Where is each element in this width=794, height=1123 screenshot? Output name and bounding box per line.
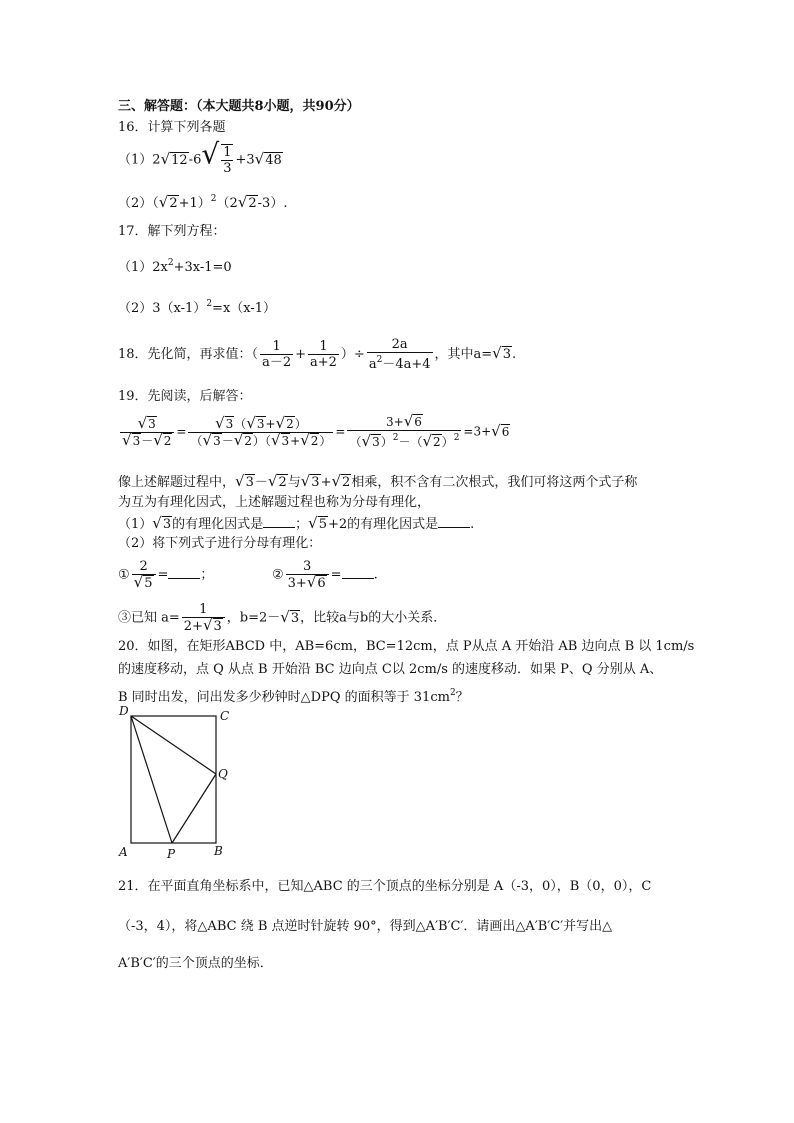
q20-line3-exp: 2 [449,688,456,698]
q19-eq-mid-den-open: （ [190,433,203,448]
q19-eq-mid-den-r3: 3 [281,433,290,448]
q16-p1-frac-num: 1 [223,145,232,160]
q16-p1-radicand-1: 12 [171,152,188,168]
q19-c1-frac: $\frac{2}{√5}$ [132,559,156,591]
q18-open: （ [251,347,259,362]
q19-eq-mid-den-r4: 2 [310,433,319,448]
q19-eq-mid-num-r: 3 [225,416,234,431]
q19-para1-r2: 2 [278,475,287,490]
q16-p2-tail: -3）. [257,196,288,211]
q21-line1: 21．在平面直角坐标系中，已知△ABC 的三个顶点的坐标分别是 A（-3，0），B（0，0），C [118,879,652,894]
q20-rectangle-figure [114,704,244,864]
q18-frac2-num: 1 [308,339,339,355]
q19-c3-den-a: 2+ [183,619,203,634]
label-q: Q [218,767,228,781]
q19-eq-mid-den: （√3－√2）（√3+√2） [190,430,332,449]
q19-eq-mid-den-plus: + [290,433,301,448]
q19-eq-mid-den-r2: 2 [244,433,252,448]
q18-end: . [512,347,517,362]
q19-c2-frac: $\frac{3}{3+√6}$ [286,559,329,591]
q19-stem: 19．先阅读，后解答： [118,389,252,404]
q19-s1-blank-1[interactable] [263,515,295,528]
q19-s1-sep: ； [295,517,309,532]
q17-p1-label: （1）2x [118,260,168,275]
q19-eq-equals-1: = [176,424,187,439]
section-title: 三、解答题：（本大题共8小题，共90分） [118,99,360,114]
q19-c3-end: ，比较a与b的大小关系． [300,610,447,626]
q21-line2: （-3，4），将△ABC 绕 B 点逆时针旋转 90°，得到△A′B′C′．请画出△A′B′C′并写出△ [118,919,613,934]
segment-pq [172,774,216,843]
q19-s1-end: . [470,517,475,532]
q16-p2-radical-2: √2 [237,193,257,211]
q19-s1-label: （1） [118,517,153,532]
q18-frac3-den-rest: －4a+4 [382,357,431,372]
q19-c2 [272,559,378,591]
q18-frac1-num: 1 [260,339,293,355]
label-b: B [214,844,223,858]
q18-plus: + [295,347,306,362]
q19-eq-right-den: $(√3)^2-(√2)^2$ [349,432,460,450]
q19-eq-mid-den-mid: ）（ [252,433,271,448]
q18-radicand: 3 [502,347,512,362]
q19-para1-r1: 3 [245,475,254,490]
q16-p2-mid2: （2 [216,196,238,211]
q19-eq-left-den: √3－√2 [122,430,172,449]
q18-frac3-den-exp: 2 [376,355,383,365]
q16-p2-label: （2）（ [118,196,159,211]
q16-p1-minus: -6 [188,152,202,168]
q20-line2: 的速度移动，点 Q 从点 B 开始沿 BC 边向点 C以 2cm/s 的速度移动．如果 P、Q 分别从 A、 [118,662,663,677]
q19-c3-frac: $\frac{1}{2+√3}$ [182,602,225,634]
q19-eq-right-den-close: ） [441,435,454,449]
q19-para1-and: 与 [287,475,301,490]
q19-eq-right-num-r: 6 [414,415,422,429]
q19-eq-mid-den-r1: 3 [213,433,221,448]
q19-eq-mid-num-close: ） [294,416,307,431]
q16-p1-radical-2: √48 [254,149,282,168]
q19-para1-r4: 2 [342,475,351,490]
q16-p2-mid: +1） [178,196,211,211]
q19-c1-equals: = [157,567,169,583]
q19-para1-plus: + [320,475,332,490]
q19-c1-blank[interactable] [168,566,200,579]
q19-c2-dot: . [373,567,378,583]
q19-sub2: （2）将下列式子进行分母有理化： [118,536,322,551]
q19-c3: ③已知 a= $\frac{1}{2+√3}$ ，b=2－√3，比较a与b的大小关系． [118,602,447,634]
q17-p1-rest: +3x-1=0 [173,260,232,275]
q19-s1-mid: 的有理化因式是 [172,517,264,532]
q16-p1-plus: +3 [235,152,255,168]
q18-stem: 18．先化简，再求值： [118,347,252,362]
q19-eq-right-num: 3+√6 [347,414,461,431]
q18-frac2-den: a+2 [310,355,337,370]
label-p: P [167,847,176,861]
q18-frac-3 [367,337,433,372]
q19-eq-right-den-mid: ） [380,435,393,449]
q18-line [118,337,516,372]
q19-c2-blank[interactable] [342,566,374,579]
q18-frac3-den-a: a [368,357,377,372]
q20-line3-b: ？ [455,690,469,705]
q19-s1-r1: 3 [162,517,172,532]
q19-eq-frac-right [347,414,461,450]
q19-c3-mid: ，b=2－ [226,610,281,626]
q16-p2-radicand-1: 2 [169,196,178,211]
q19-c2-num: 3 [286,559,329,575]
q18-frac-2 [308,339,339,370]
q17-p2-label: （2）3（x-1） [118,301,207,316]
q19-c2-equals: = [330,567,342,583]
q19-eq-right-den-open: （ [349,435,362,449]
q18-frac-1 [260,339,293,370]
q19-s1-r2: 5 [318,517,327,532]
q19-para1-a: 像上述解题过程中， [118,475,236,490]
q19-eq-frac-left [120,413,174,449]
q18-frac3-den [367,353,433,372]
q16-p2-radicand-2: 2 [248,196,257,211]
q19-c1-semi: ； [200,567,214,583]
q19-para2: 为互为有理化因式，上述解题过程也称为分母有理化， [118,495,431,510]
label-c: C [220,709,230,723]
q19-c1-label: ① [118,567,130,583]
q19-eq-right-den-r1: 3 [372,435,380,449]
q19-eq-right-den-exp1: 2 [392,433,399,443]
q17-p2-rest: =x（x-1） [212,301,277,316]
q17-p1-exponent: 2 [167,258,174,268]
q19-c3-r: 3 [290,610,300,626]
q19-eq-right-num-a: 3+ [386,415,404,429]
q16-p2-exponent: 2 [210,194,217,204]
q19-eq-equals-2: = [335,424,346,439]
q17-stem: 17．解下列方程： [118,224,226,239]
q17-part1 [118,254,232,277]
q19-eq-left-den-r1: 3 [132,433,141,448]
q19-c3-den-r: 3 [213,619,222,634]
q19-eq-mid-den-close: ） [319,433,332,448]
q19-eq-result-radicand: 6 [501,424,510,439]
q19-para1-b: 相乘，积不含有二次根式，我们可将这两个式子称 [351,475,638,490]
q19-eq-mid-num: √3（√3+√2） [188,416,333,433]
q19-c2-den-a: 3+ [287,576,307,591]
q19-equation [118,414,510,450]
q16-stem: 16．计算下列各题 [118,120,226,135]
q19-eq-result-radical: √6 [491,421,510,440]
q18-close: ）÷ [340,347,365,362]
q19-eq-right-den-exp2: 2 [453,433,460,443]
q19-c1 [118,559,213,591]
q20-line3-a: B 同时出发，问出发多少秒钟时△DPQ 的面积等于 31cm [118,690,450,705]
q17-part2 [118,295,276,318]
q18-frac1-den: a－2 [262,355,292,370]
q19-eq-mid-num-r2: 3 [256,416,265,431]
q18-radical: √3 [492,344,512,362]
rectangle-abcd [131,716,216,843]
q19-eq-left-num-radicand: 3 [148,416,156,431]
q19-c2-den-r: 6 [317,576,326,591]
q19-c2-label: ② [272,567,284,583]
q16-p1-radicand-2: 48 [265,152,282,168]
q16-p1-radical-frac: √ $\frac{1}{3}$ [201,137,232,176]
q16-p1-coef: 2 [152,152,161,168]
q19-para1-minus: － [254,475,268,490]
q21-line3: A′B′C′的三个顶点的坐标． [118,956,273,971]
q19-s1-blank-2[interactable] [438,515,470,528]
q19-c3-label: ③已知 a= [118,610,180,626]
q20-line1: 20．如图，在矩形ABCD 中，AB=6cm，BC=12cm，点 P从点 A 开始沿 AB 边向点 B 以 1cm/s [118,639,695,654]
q19-c3-num: 1 [182,602,225,618]
q19-para1-r3: 3 [311,475,320,490]
q19-eq-mid-num-open: （ [234,416,247,431]
q18-frac3-num: 2a [367,337,433,353]
segment-dq [131,716,216,774]
q19-s1-mid2: +2的有理化因式是 [328,517,439,532]
q16-part2 [118,190,287,213]
q19-para1: 像上述解题过程中，√3－√2与√3+√2相乘，积不含有二次根式，我们可将这两个式子称 [118,472,638,490]
q19-eq-left-den-minus: － [141,433,154,448]
label-a: A [119,845,128,859]
q19-eq-equals-3: =3+ [463,424,492,439]
label-d: D [119,704,129,718]
q19-sub1: （1）√3的有理化因式是 ；√5+2的有理化因式是 . [118,514,475,532]
q19-c1-den-r: 5 [144,576,153,591]
q19-eq-right-den-r2: 2 [433,435,441,449]
q16-p1-radical-1: √12 [160,149,188,168]
q19-eq-mid-num-plus: + [265,416,276,431]
q19-eq-right-den-minus: －（ [398,435,423,449]
q16-p2-radical-1: √2 [158,193,178,211]
q19-eq-mid-den-minus: － [221,433,234,448]
q19-eq-frac-mid [188,413,333,449]
q16-p1-label: （1） [118,152,153,168]
q16-part1 [118,137,283,176]
q16-p1-frac-den: 3 [223,161,232,176]
q18-tail: ，其中a= [434,347,493,362]
q19-eq-mid-num-r3: 2 [286,416,294,431]
q19-eq-left-num: √3 [120,416,174,433]
q19-c1-num: 2 [132,559,156,575]
q17-p2-exponent: 2 [206,299,213,309]
q19-eq-left-den-r2: 2 [163,433,172,448]
segment-dp [131,716,172,843]
